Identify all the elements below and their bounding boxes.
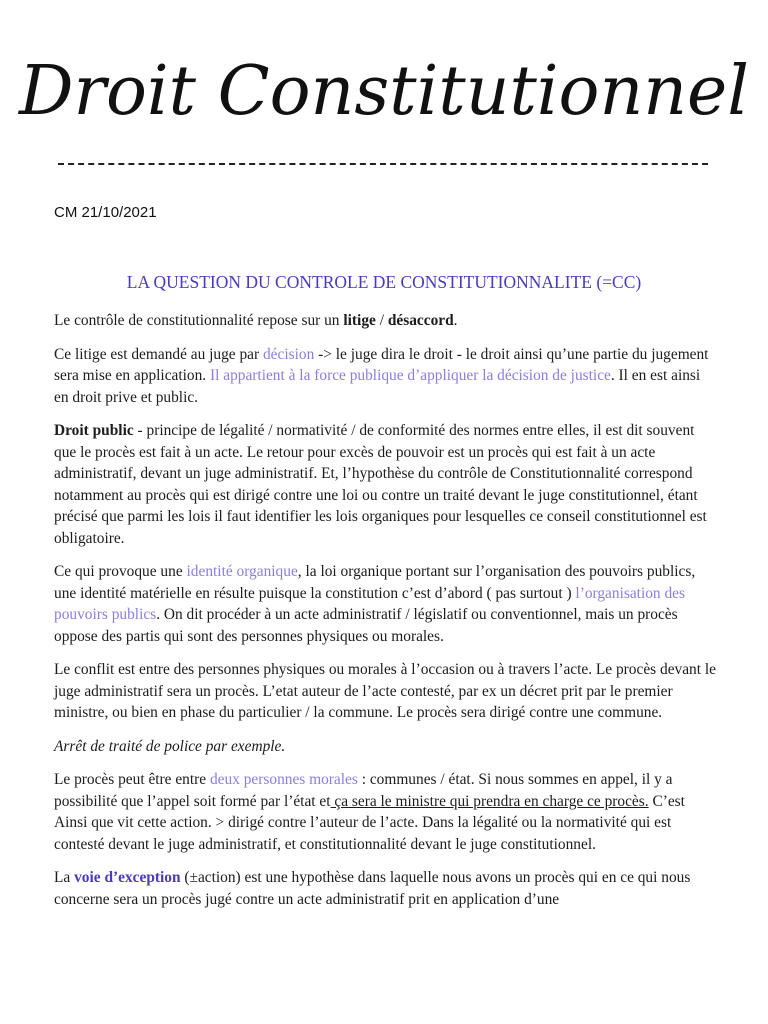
text: . Il en est ainsi en droit prive et public. (54, 367, 701, 406)
section-heading: LA QUESTION DU CONTROLE DE CONSTITUTIONNALITE (=CC) (126, 272, 642, 292)
paragraph-1 (54, 310, 716, 332)
text: , la loi organique portant sur l’organisation des pouvoirs publics, une identité matérielle en résulte puisque la constitution c’est d’abord ( pas surtout ) (54, 563, 696, 602)
text: C’est Ainsi que vit cette action. > dirigé contre l’auteur de l’acte. Dans la légalité ou la normativité qui est contesté devant le juge administratif, et constitutionnalité devant le juge constitutionnel. (54, 792, 685, 853)
text: Ce litige est demandé au juge par (54, 345, 263, 363)
text: La (54, 869, 75, 886)
highlight-deux-personnes-morales: deux personnes morales (209, 771, 358, 788)
paragraph-5: Le conflit est entre des personnes physiques ou morales à l’occasion ou à travers l’acte. Le procès devant le juge administratif sera un procès. L’etat auteur de l’acte contesté, par ex un décret prit par le premier ministre, ou bien en phase du particulier / la commune. Le procès sera dirigé contre une commune. (54, 661, 716, 721)
paragraph-8 (54, 867, 716, 910)
text: . On dit procéder à un acte administratif / législatif ou conventionnel, mais un procès oppose des partis qui sont des personnes physiques ou morales. (54, 606, 678, 645)
text: : communes / état. Si nous sommes en appel, il y a possibilité que l’appel soit formé par l’état et (54, 771, 673, 810)
underlined-ministre: ça sera le ministre qui prendra en charge ce procès. (330, 792, 649, 810)
paragraph-7 (54, 769, 716, 855)
italic-example: Arrêt de traité de police par exemple. (54, 737, 286, 755)
text: -> le juge dira le droit - le droit ainsi qu’une partie du jugement sera mise en application. (54, 345, 709, 384)
bold-term-droit-public: Droit public (54, 422, 134, 439)
lecture-date: CM 21/10/2021 (54, 204, 157, 221)
paragraph-3 (54, 420, 716, 549)
paragraph-6 (54, 736, 716, 758)
text: . (453, 312, 458, 329)
highlight-force-publique: Il appartient à la force publique d’appliquer la décision de justice (210, 367, 611, 384)
text: - principe de légalité / normativité / de conformité des normes entre elles, il est dit souvent que le procès est fait à un acte. Le retour pour excès de pouvoir est un procès qui est fait à un acte administratif, devant un juge administratif. Et, l’hypothèse du contrôle de Constitutionnalité correspond notamment au procès qui est dirigé contre une loi ou contre un traité devant le juge constitutionnel, étant précisé que parmi les lois il faut identifier les lois organiques pour lesquelles ce conseil constitutionnel est obligatoire. (54, 422, 707, 547)
highlight-identite-organique: identité organique (186, 563, 298, 580)
bold-term-litige: litige (343, 312, 376, 329)
highlight-decision: décision (262, 345, 315, 363)
paragraph-4 (54, 561, 716, 647)
paragraph-2 (54, 344, 716, 409)
bold-term-voie-exception: voie d’exception (74, 869, 181, 886)
text: Le procès peut être entre (54, 771, 210, 788)
text: / (375, 312, 388, 329)
document-body (54, 310, 716, 922)
text: Le contrôle de constitutionnalité repose sur un (54, 312, 344, 329)
page-title: Droit Constitutionnel (18, 52, 750, 131)
highlight-organisation-pouvoirs: l’organisation des pouvoirs publics (54, 584, 685, 623)
dashed-divider (58, 163, 708, 165)
text: Ce qui provoque une (54, 563, 187, 580)
bold-term-desaccord: désaccord (387, 312, 454, 329)
text: (±action) est une hypothèse dans laquelle nous avons un procès qui en ce qui nous concerne sera un procès jugé contre un acte administratif prit en application d’une (54, 869, 691, 908)
